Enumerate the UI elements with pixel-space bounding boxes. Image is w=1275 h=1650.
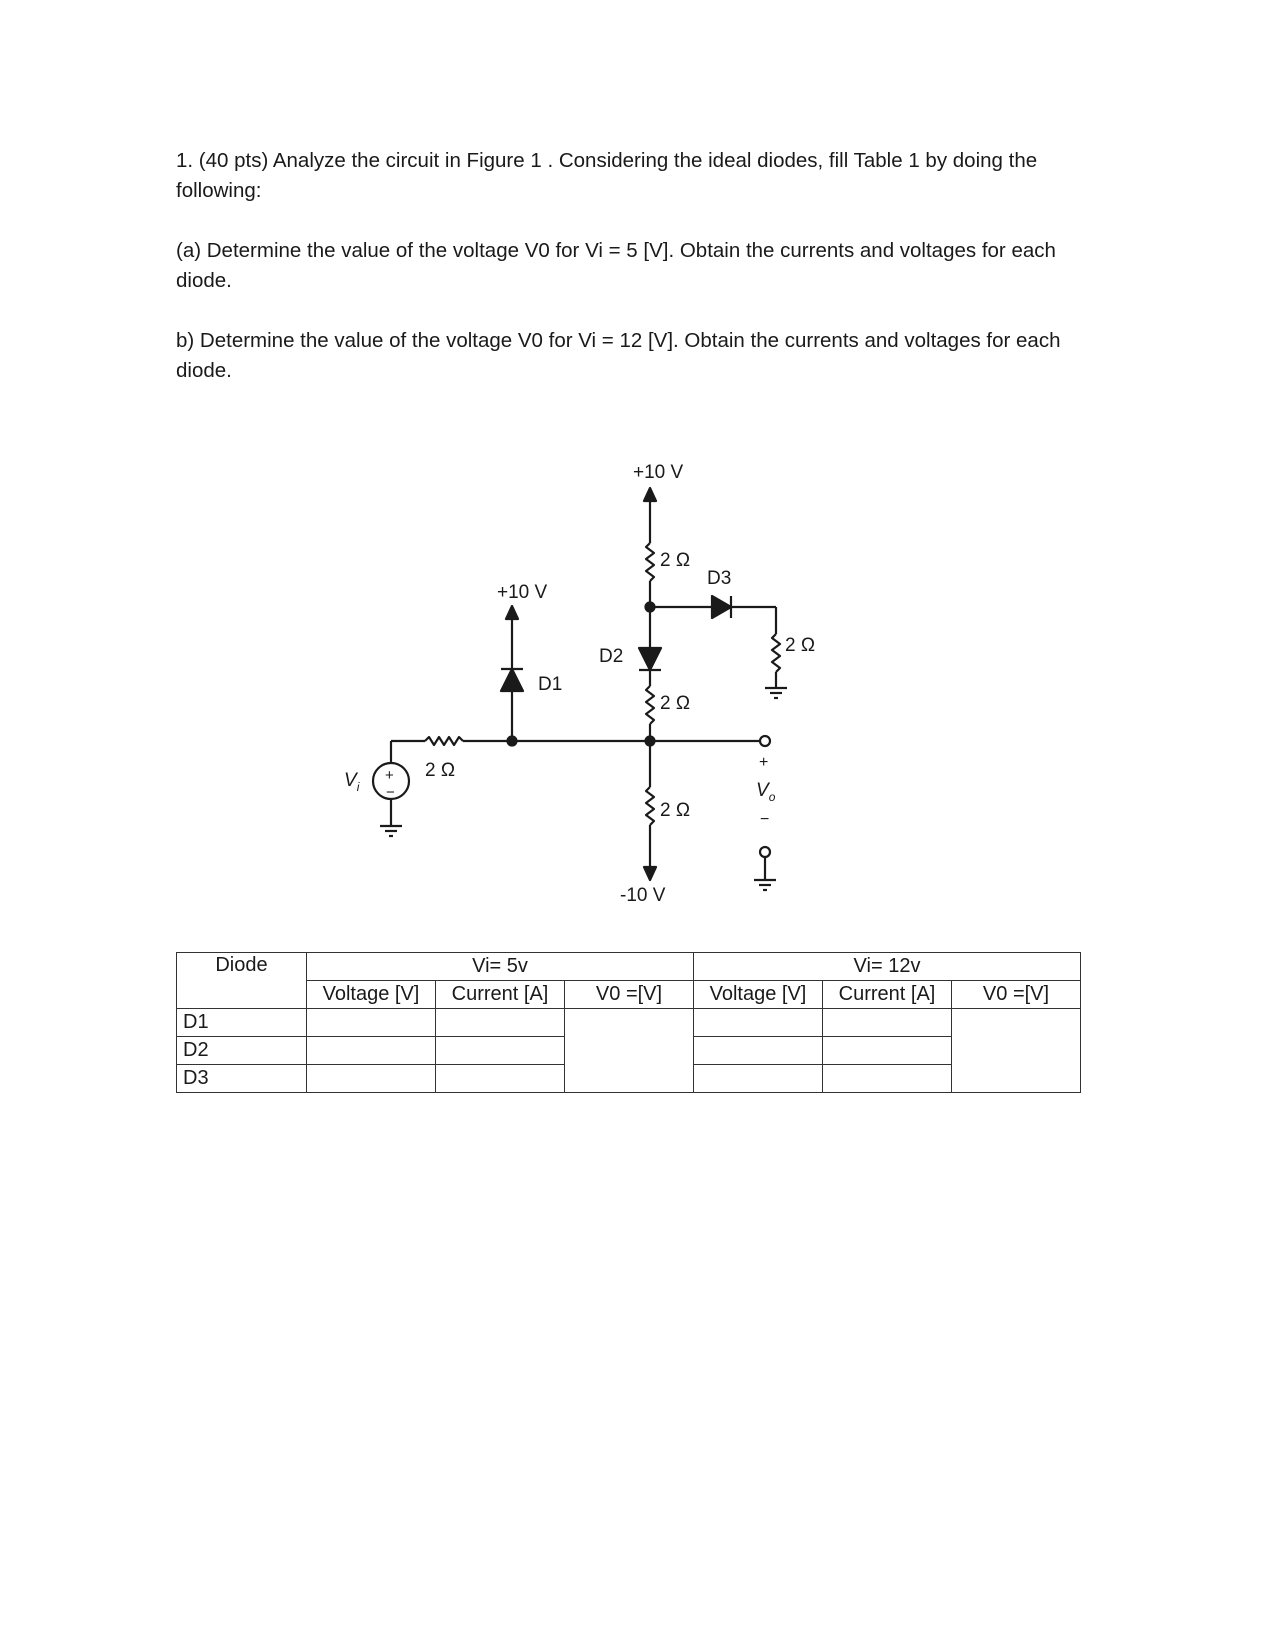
cell-d2-voltage-a[interactable]: [307, 1037, 436, 1065]
vi-plus: +: [385, 767, 394, 784]
cell-d1-voltage-a[interactable]: [307, 1009, 436, 1037]
part-b-text: b) Determine the value of the voltage V0 for Vi = 12 [V]. Obtain the currents and voltages for each diode.: [176, 329, 1061, 382]
vo-plus: +: [759, 754, 769, 771]
cell-vo-a[interactable]: [565, 1009, 694, 1093]
vo-minus: −: [760, 811, 770, 828]
col-voltage-b: Voltage [V]: [694, 981, 823, 1009]
label-d1: D1: [538, 674, 563, 695]
supply-arrow-bottom: [644, 867, 656, 880]
cell-d1-voltage-b[interactable]: [694, 1009, 823, 1037]
row-label-d3: D3: [177, 1065, 307, 1093]
table-row: [177, 1009, 1081, 1037]
diode-header: Diode: [177, 953, 307, 1009]
label-r-top: 2 Ω: [660, 550, 691, 571]
label-r-right: 2 Ω: [785, 635, 816, 656]
resistor-top: [646, 543, 654, 581]
resistor-bottom: [646, 787, 654, 825]
col-current-b: Current [A]: [823, 981, 952, 1009]
supply-arrow-top-mid: [644, 488, 656, 501]
label-d3: D3: [707, 568, 732, 589]
col-vo-b: V0 =[V]: [952, 981, 1081, 1009]
resistor-right: [772, 634, 780, 672]
label-supply-top-left: +10 V: [497, 582, 548, 603]
label-r-input: 2 Ω: [425, 760, 456, 781]
cell-d3-voltage-b[interactable]: [694, 1065, 823, 1093]
diode-d3-symbol: [712, 596, 731, 618]
cell-d3-current-b[interactable]: [823, 1065, 952, 1093]
problem-intro: 1. (40 pts) Analyze the circuit in Figure 1 . Considering the ideal diodes, fill Table 1 by doing the following:: [176, 149, 1038, 202]
cell-d3-current-a[interactable]: [436, 1065, 565, 1093]
row-label-d2: D2: [177, 1037, 307, 1065]
vi-minus: −: [386, 784, 395, 801]
part-a-text: (a) Determine the value of the voltage V0 for Vi = 5 [V]. Obtain the currents and voltages for each diode.: [176, 239, 1056, 292]
cell-d1-current-b[interactable]: [823, 1009, 952, 1037]
label-r-bottom: 2 Ω: [660, 800, 691, 821]
label-supply-bottom: -10 V: [620, 885, 666, 906]
cell-d2-current-b[interactable]: [823, 1037, 952, 1065]
row-label-d1: D1: [177, 1009, 307, 1037]
label-vo: $V_o$: [756, 780, 776, 804]
label-supply-top-mid: +10 V: [633, 462, 684, 483]
cell-d3-voltage-a[interactable]: [307, 1065, 436, 1093]
diode-d1-symbol: [501, 669, 523, 691]
cell-d2-voltage-b[interactable]: [694, 1037, 823, 1065]
resistor-mid: [646, 686, 654, 724]
col-current-a: Current [A]: [436, 981, 565, 1009]
group-header-vi5: Vi= 5v: [307, 953, 694, 981]
label-r-mid: 2 Ω: [660, 693, 691, 714]
col-vo-a: V0 =[V]: [565, 981, 694, 1009]
diode-d2-symbol: [639, 648, 661, 670]
label-vi: $V_i$: [344, 770, 360, 794]
cell-vo-b[interactable]: [952, 1009, 1081, 1093]
supply-arrow-top-left: [506, 606, 518, 619]
label-d2: D2: [599, 646, 624, 667]
resistor-input: [425, 737, 463, 745]
cell-d2-current-a[interactable]: [436, 1037, 565, 1065]
col-voltage-a: Voltage [V]: [307, 981, 436, 1009]
group-header-vi12: Vi= 12v: [694, 953, 1081, 981]
results-table: [176, 952, 1081, 1093]
cell-d1-current-a[interactable]: [436, 1009, 565, 1037]
